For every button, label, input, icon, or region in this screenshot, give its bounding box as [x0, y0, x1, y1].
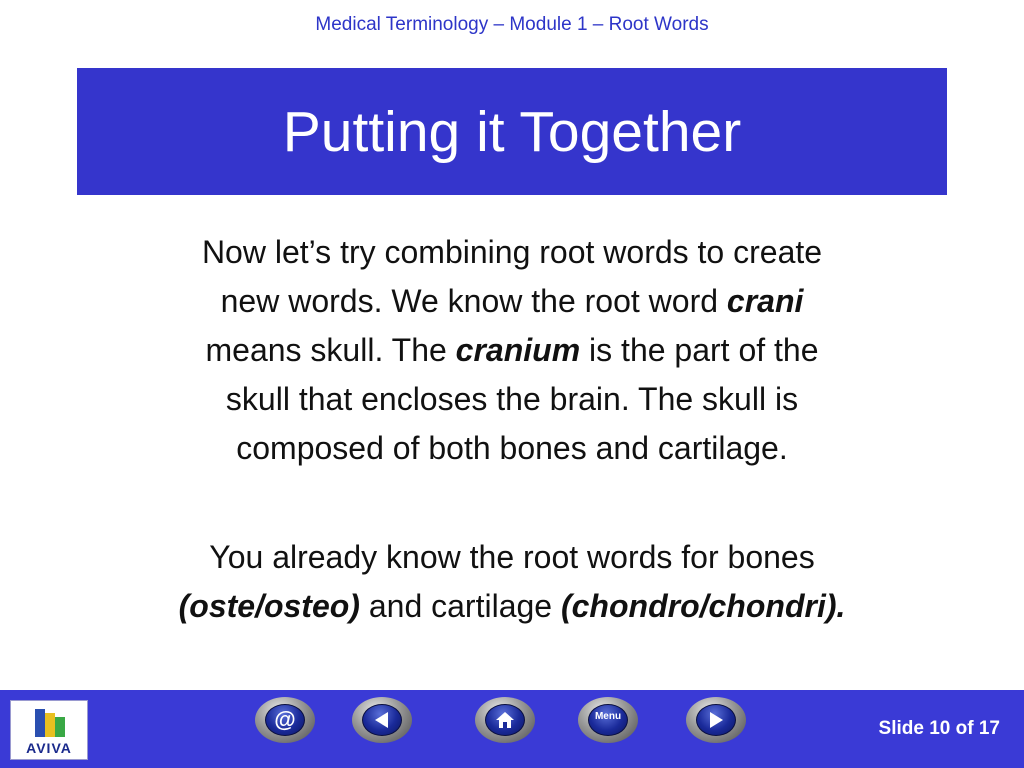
arrow-right-icon [696, 704, 736, 736]
footer-bar [0, 690, 1024, 768]
keyword-chondro: (chondro/chondri). [560, 588, 846, 624]
paragraph-1-line-5: composed of both bones and cartilage. [236, 430, 788, 466]
slide-counter: Slide 10 of 17 [878, 718, 1000, 739]
paragraph-2-line-1: You already know the root words for bones [209, 539, 815, 575]
paragraph-1-line-1: Now let’s try combining root words to create [201, 234, 823, 270]
title-banner [77, 68, 947, 195]
email-button[interactable] [255, 697, 315, 743]
home-icon [485, 704, 525, 736]
svg-text:@: @ [274, 709, 296, 731]
paragraph-1 [100, 228, 924, 473]
menu-icon [588, 704, 628, 736]
keyword-crani: crani [726, 283, 804, 319]
paragraph-1-line-2 [100, 277, 924, 326]
menu-button[interactable] [578, 697, 638, 743]
back-button[interactable] [352, 697, 412, 743]
keyword-cranium: cranium [455, 332, 581, 368]
text-segment: new words. We know the root word [220, 283, 727, 319]
aviva-logo [10, 700, 88, 760]
at-sign-icon [265, 704, 305, 736]
paragraph-2 [100, 533, 924, 631]
arrow-left-icon [362, 704, 402, 736]
menu-label: Menu [594, 710, 622, 722]
text-segment: means skull. The [205, 332, 456, 368]
text-segment: and cartilage [359, 588, 561, 624]
next-button[interactable] [686, 697, 746, 743]
home-button[interactable] [475, 697, 535, 743]
module-header: Medical Terminology – Module 1 – Root Words [315, 14, 709, 35]
paragraph-1-line-3 [100, 326, 924, 375]
paragraph-2-line-2 [100, 582, 924, 631]
slide-title: Putting it Together [282, 99, 742, 164]
aviva-logo-text: AVIVA [26, 740, 72, 756]
paragraph-1-line-4: skull that encloses the brain. The skull is [225, 381, 799, 417]
aviva-logo-mark [35, 709, 65, 737]
keyword-osteo: (oste/osteo) [178, 588, 360, 624]
text-segment: is the part of the [580, 332, 819, 368]
